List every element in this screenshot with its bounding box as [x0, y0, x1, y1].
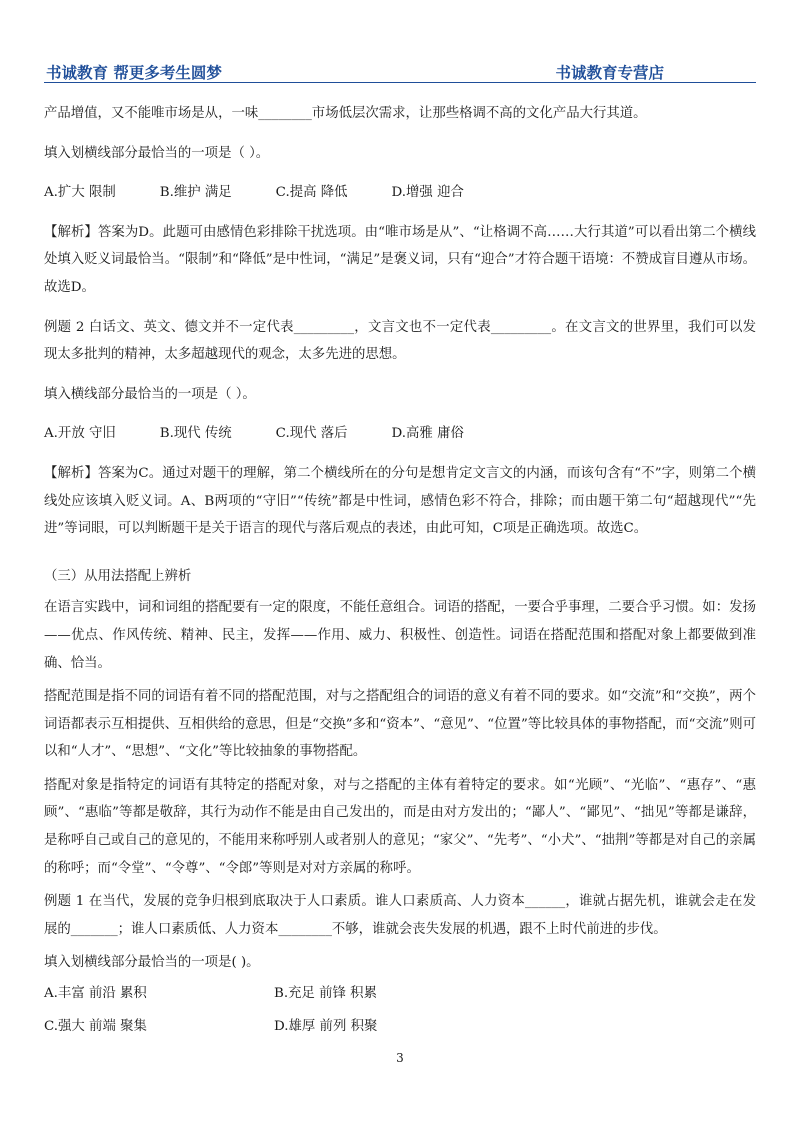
example-1-prompt: 填入划横线部分最恰当的一项是( )。: [44, 955, 260, 971]
example-2-options: [44, 420, 756, 448]
document-body: [44, 100, 756, 1043]
section-paragraph-1: 在语言实践中，词和词组的搭配要有一定的限度，不能任意组合。词语的搭配，一要合乎事理，二要合乎习惯。如：发扬——优点、作风传统、精神、民主，发挥——作用、威力、积极性、创造性。词语在搭配范围和搭配对象上都要做到准确、恰当。: [44, 600, 756, 671]
option-a: A.扩大 限制: [44, 185, 116, 201]
answer-options: [44, 179, 756, 207]
question-stem-continued: 产品增值，又不能唯市场是从，一味________市场低层次需求，让那些格调不高的文化产品大行其道。: [44, 106, 647, 121]
option-b: B.维护 满足: [159, 185, 232, 201]
option-d: D.增强 迎合: [391, 185, 464, 201]
section-heading: （三）从用法搭配上辨析: [44, 568, 192, 584]
option-d: D.雄厚 前列 积聚: [274, 1019, 378, 1035]
header-store-name: 书诚教育专营店: [555, 64, 664, 82]
section-paragraph-3: 搭配对象是指特定的词语有其特定的搭配对象，对与之搭配的主体有着特定的要求。如“光顾”、“光临”、“惠存”、“惠顾”、“惠临”等都是敬辞，其行为动作不能是由自己发出的，而是由对方发出的；“鄙人”、“鄙见”、“拙见”等都是谦辞，是称呼自己或自己的意见的，不能用来称呼别人或者别人的意见；“家父”、“先考”、“小犬”、“拙荆”等都是对自己的亲属的称呼；而“令堂”、“令尊”、“令郎”等则是对对方亲属的称呼。: [44, 777, 756, 876]
section-paragraph-2: 搭配范围是指不同的词语有着不同的搭配范围，对与之搭配组合的词语的意义有着不同的要求。如“交流”和“交换”，两个词语都表示互相提供、互相供给的意思，但是“交换”多和“资本”、“意见”、“位置”等比较具体的事物搭配，而“交流”则可以和“人才”、“思想”、“文化”等比较抽象的事物搭配。: [44, 689, 756, 760]
example-1-options: [44, 977, 756, 1043]
example-2-stem: 例题 2 白话文、英文、德文并不一定代表_________，文言文也不一定代表_________。在文言文的世界里，我们可以发现太多批判的精神，太多超越现代的观念，太多先进的思想。: [44, 319, 756, 363]
option-a: A.开放 守旧: [44, 426, 116, 442]
option-b: B.充足 前锋 积累: [274, 986, 377, 1002]
option-b: B.现代 传统: [159, 426, 232, 442]
example-2-prompt: 填入横线部分最恰当的一项是（ ）。: [44, 386, 256, 402]
option-c: C.强大 前端 聚集: [44, 1019, 147, 1035]
header-slogan: 书诚教育 帮更多考生圆梦: [46, 64, 222, 82]
header-divider: [44, 82, 756, 83]
option-d: D.高雅 庸俗: [391, 426, 464, 442]
example-1-stem: 例题 1 在当代，发展的竞争归根到底取决于人口素质。谁人口素质高、人力资本______，谁就占据先机，谁就会走在发展的_______；谁人口素质低、人力资本________不够，谁就会丧失发展的机遇，跟不上时代前进的步伐。: [44, 894, 756, 937]
page-number: 3: [396, 1051, 404, 1065]
question-prompt: 填入划横线部分最恰当的一项是（ ）。: [44, 145, 270, 161]
option-c: C.现代 落后: [275, 426, 348, 442]
option-c: C.提高 降低: [275, 185, 348, 201]
page-header: [44, 55, 756, 85]
analysis-paragraph: 【解析】答案为D。此题可由感情色彩排除干扰选项。由“唯市场是从”、“让格调不高……大行其道”可以看出第二个横线处填入贬义词最恰当。“限制”和“降低”是中性词，“满足”是褒义词，只有“迎合”才符合题干语境：不赞成盲目遵从市场。故选D。: [44, 224, 756, 295]
option-a: A.丰富 前沿 累积: [44, 986, 147, 1002]
example-2-analysis: 【解析】答案为C。通过对题干的理解，第二个横线所在的分句是想肯定文言文的内涵，而该句含有“不”字，则第二个横线处应该填入贬义词。A、B两项的“守旧”“传统”都是中性词，感情色彩不符合，排除；而由题干第二句“超越现代”“先进”等词眼，可以判断题干是关于语言的现代与落后观点的表述，由此可知，C项是正确选项。故选C。: [44, 465, 756, 537]
